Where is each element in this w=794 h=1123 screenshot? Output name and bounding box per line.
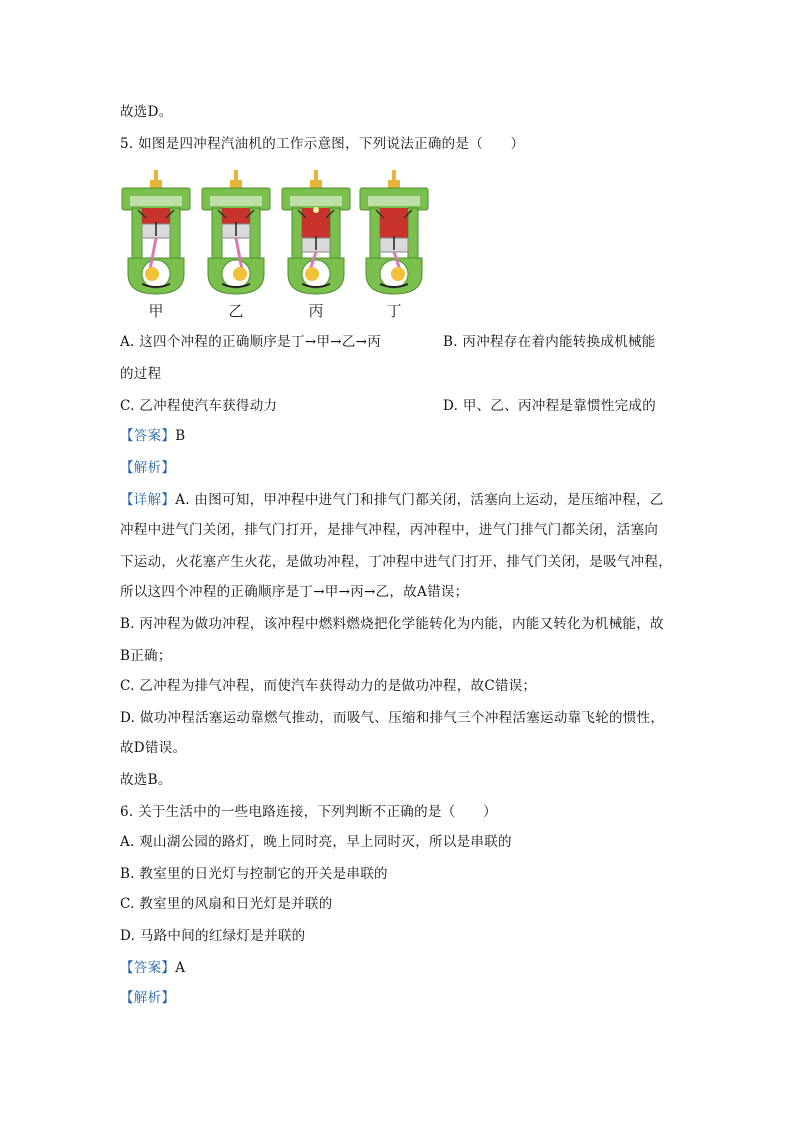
option-c: C. 教室里的风扇和日光灯是并联的: [120, 896, 333, 912]
detail-line: 所以这四个冲程的正确顺序是丁→甲→丙→乙，故A错误；: [120, 584, 469, 600]
detail-tag: 【详解】: [120, 492, 176, 508]
option-a: A. 这四个冲程的正确顺序是丁→甲→乙→丙: [120, 334, 382, 350]
answer-line: [120, 959, 185, 977]
engine-caption: 丙: [308, 302, 324, 320]
option-d: D. 马路中间的红绿灯是并联的: [120, 928, 306, 944]
option-b: B. 丙冲程存在着内能转换成机械能: [443, 334, 656, 350]
question-5: 5. 如图是四冲程汽油机的工作示意图，下列说法正确的是（ ）: [120, 136, 525, 152]
detail-line: 下运动，火花塞产生火花，是做功冲程，丁冲程中进气门打开，排气门关闭，是吸气冲程，: [120, 554, 672, 570]
option-a: A. 观山湖公园的路灯，晚上同时亮，早上同时灭，所以是串联的: [120, 834, 512, 850]
option-c: C. 乙冲程使汽车获得动力: [120, 398, 278, 414]
answer-tag: 【答案】: [120, 428, 176, 444]
option-b-continued: 的过程: [120, 366, 162, 382]
detail-line: B. 丙冲程为做功冲程，该冲程中燃料燃烧把化学能转化为内能，内能又转化为机械能，故: [120, 616, 664, 632]
engine-caption: 甲: [148, 302, 164, 320]
engine-caption: 乙: [228, 302, 244, 320]
detail-line: B正确；: [120, 648, 172, 664]
question-6: 6. 关于生活中的一些电路连接，下列判断不正确的是（ ）: [120, 804, 497, 820]
engine-diagram: [280, 170, 352, 322]
detail-line: 故D错误。: [120, 740, 187, 756]
engine-figure: [120, 170, 450, 322]
text-line: 故选D。: [120, 104, 173, 120]
engine-diagram: [200, 170, 272, 322]
detail-line: D. 做功冲程活塞运动靠燃气推动，而吸气、压缩和排气三个冲程活塞运动靠飞轮的惯性，: [120, 710, 665, 726]
analysis-tag: 【解析】: [120, 990, 176, 1006]
conclusion-line: 故选B。: [120, 772, 172, 788]
answer-line: [120, 427, 185, 445]
detail-text: A. 由图可知，甲冲程中进气门和排气门都关闭，活塞向上运动，是压缩冲程，乙: [175, 492, 664, 508]
engine-caption: 丁: [386, 302, 402, 320]
answer-value: B: [175, 428, 186, 444]
option-d: D. 甲、乙、丙冲程是靠惯性完成的: [443, 398, 657, 414]
engine-diagram: [358, 170, 430, 322]
detail-line: 冲程中进气门关闭，排气门打开，是排气冲程，丙冲程中，进气门排气门都关闭，活塞向: [120, 522, 659, 538]
detail-line: [120, 491, 664, 509]
answer-value: A: [175, 960, 186, 976]
analysis-tag: 【解析】: [120, 460, 176, 476]
detail-line: C. 乙冲程为排气冲程，而使汽车获得动力的是做功冲程，故C错误；: [120, 678, 537, 694]
option-b: B. 教室里的日光灯与控制它的开关是串联的: [120, 866, 388, 882]
engine-diagram: [120, 170, 192, 322]
answer-tag: 【答案】: [120, 960, 176, 976]
